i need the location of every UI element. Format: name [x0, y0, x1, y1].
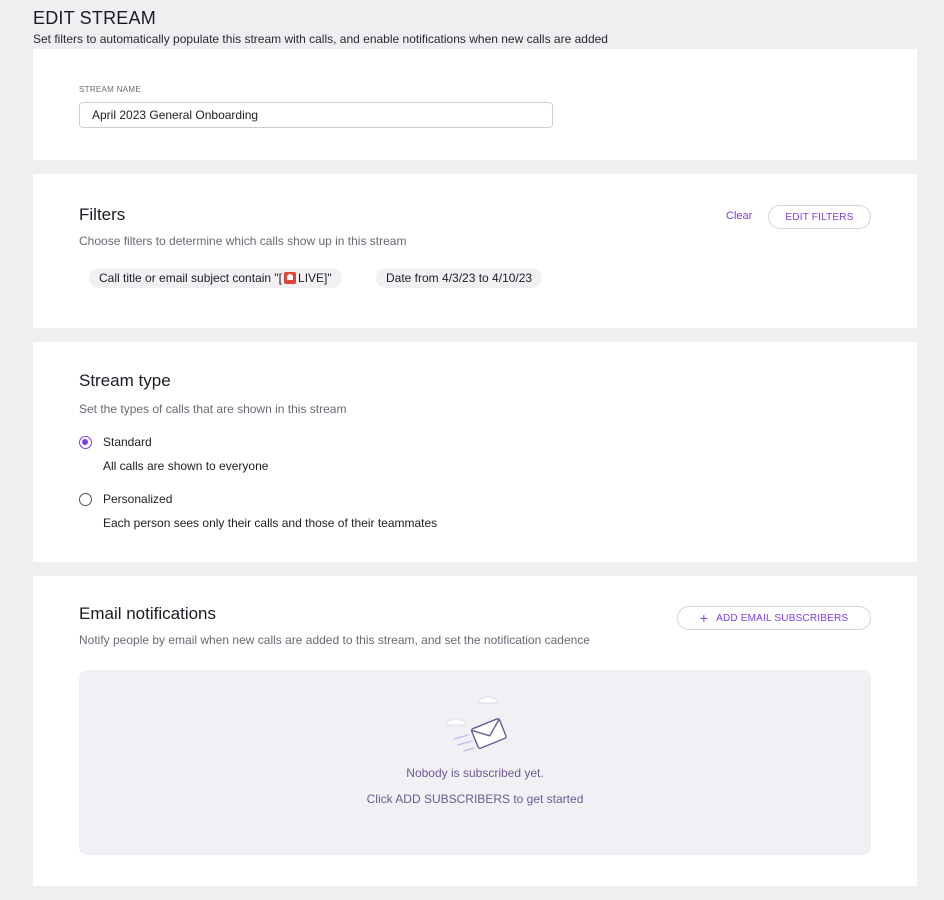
add-email-subscribers-label: ADD EMAIL SUBSCRIBERS: [716, 612, 849, 624]
email-notifications-description: Notify people by email when new calls are added to this stream, and set the notification cadence: [79, 633, 590, 647]
stream-type-description: Set the types of calls that are shown in this stream: [79, 402, 347, 416]
standard-description: All calls are shown to everyone: [103, 459, 269, 473]
filter-chip-date[interactable]: [376, 268, 542, 288]
clear-filters-link[interactable]: Clear: [726, 210, 753, 222]
page-title: EDIT STREAM: [33, 8, 156, 28]
filter-chip-title[interactable]: [89, 268, 342, 288]
page-subtitle: Set filters to automatically populate this stream with calls, and enable notifications when new calls are added: [33, 32, 608, 46]
empty-state-hint: Click ADD SUBSCRIBERS to get started: [366, 792, 584, 806]
filter-chip-title-suffix: LIVE]": [298, 271, 332, 285]
filter-chip-date-text: Date from 4/3/23 to 4/10/23: [386, 271, 533, 285]
standard-radio[interactable]: [79, 436, 92, 449]
email-notifications-card: [33, 576, 917, 886]
filters-title: Filters: [79, 205, 126, 224]
empty-subscribers-state: [79, 670, 871, 855]
stream-type-option-standard[interactable]: [79, 435, 152, 449]
stream-name-card: [33, 49, 917, 160]
filters-description: Choose filters to determine which calls show up in this stream: [79, 234, 407, 248]
filters-card: [33, 174, 917, 328]
email-notifications-title: Email notifications: [79, 604, 217, 623]
stream-type-title: Stream type: [79, 371, 171, 390]
empty-state-title: Nobody is subscribed yet.: [406, 766, 544, 780]
stream-type-card: [33, 342, 917, 562]
siren-icon: [284, 272, 296, 284]
standard-label: Standard: [103, 435, 152, 449]
add-email-subscribers-button[interactable]: [677, 606, 871, 630]
edit-filters-button[interactable]: EDIT FILTERS: [768, 205, 871, 229]
stream-type-option-personalized[interactable]: [79, 492, 172, 506]
plus-icon: +: [699, 610, 709, 626]
personalized-description: Each person sees only their calls and those of their teammates: [103, 516, 438, 530]
stream-name-input[interactable]: [79, 102, 553, 128]
stream-name-label: STREAM NAME: [79, 85, 141, 94]
personalized-label: Personalized: [103, 492, 173, 506]
filter-chip-title-prefix: Call title or email subject contain "[: [99, 271, 283, 285]
personalized-radio[interactable]: [79, 493, 92, 506]
flying-envelope-icon: [434, 695, 518, 761]
page-header: [33, 7, 608, 46]
